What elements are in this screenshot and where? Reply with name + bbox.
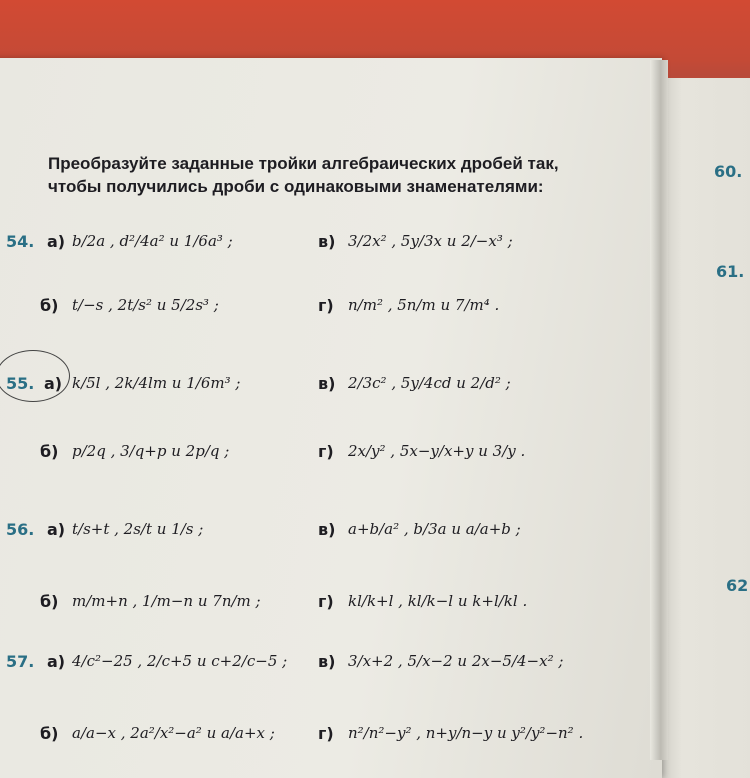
book-gutter [650,60,668,760]
item-label: б) [40,442,59,461]
item-expression: p/2q , 3/q+p и 2p/q ; [72,442,230,460]
item-expression: t/s+t , 2s/t и 1/s ; [72,520,204,538]
right-page [658,78,750,778]
item-label: в) [318,232,336,251]
item-label: б) [40,592,59,611]
item-expression: 2/3c² , 5y/4cd и 2/d² ; [348,374,511,392]
item-label: б) [40,296,59,315]
item-label: в) [318,520,336,539]
item-label: б) [40,724,59,743]
side-number: 60. [714,162,743,181]
item-label: а) [44,374,63,393]
item-label: в) [318,652,336,671]
item-expression: m/m+n , 1/m−n и 7n/m ; [72,592,261,610]
item-label: г) [318,592,334,611]
item-expression: 4/c²−25 , 2/c+5 и c+2/c−5 ; [72,652,288,670]
problem-number: 56. [6,520,35,539]
item-label: г) [318,296,334,315]
item-label: в) [318,374,336,393]
problem-number: 54. [6,232,35,251]
instruction-line-1: Преобразуйте заданные тройки алгебраических дробей так, [48,154,559,173]
item-expression: 3/2x² , 5y/3x и 2/−x³ ; [348,232,513,250]
problem-number: 55. [6,374,35,393]
item-label: г) [318,724,334,743]
item-expression: n/m² , 5n/m и 7/m⁴ . [348,296,500,314]
item-label: а) [47,652,66,671]
item-expression: t/−s , 2t/s² и 5/2s³ ; [72,296,219,314]
item-label: а) [47,520,66,539]
problem-number: 57. [6,652,35,671]
side-number: 61. [716,262,745,281]
item-label: а) [47,232,66,251]
item-expression: a/a−x , 2a²/x²−a² и a/a+x ; [72,724,275,742]
item-expression: 3/x+2 , 5/x−2 и 2x−5/4−x² ; [348,652,564,670]
item-expression: 2x/y² , 5x−y/x+y и 3/y . [348,442,526,460]
item-label: г) [318,442,334,461]
item-expression: kl/k+l , kl/k−l и k+l/kl . [348,592,528,610]
instruction-line-2: чтобы получились дроби с одинаковыми знаменателями: [48,177,544,196]
item-expression: k/5l , 2k/4lm и 1/6m³ ; [72,374,241,392]
item-expression: a+b/a² , b/3a и a/a+b ; [348,520,521,538]
item-expression: n²/n²−y² , n+y/n−y и y²/y²−n² . [348,724,584,742]
item-expression: b/2a , d²/4a² и 1/6a³ ; [72,232,233,250]
side-number: 62 [726,576,749,595]
